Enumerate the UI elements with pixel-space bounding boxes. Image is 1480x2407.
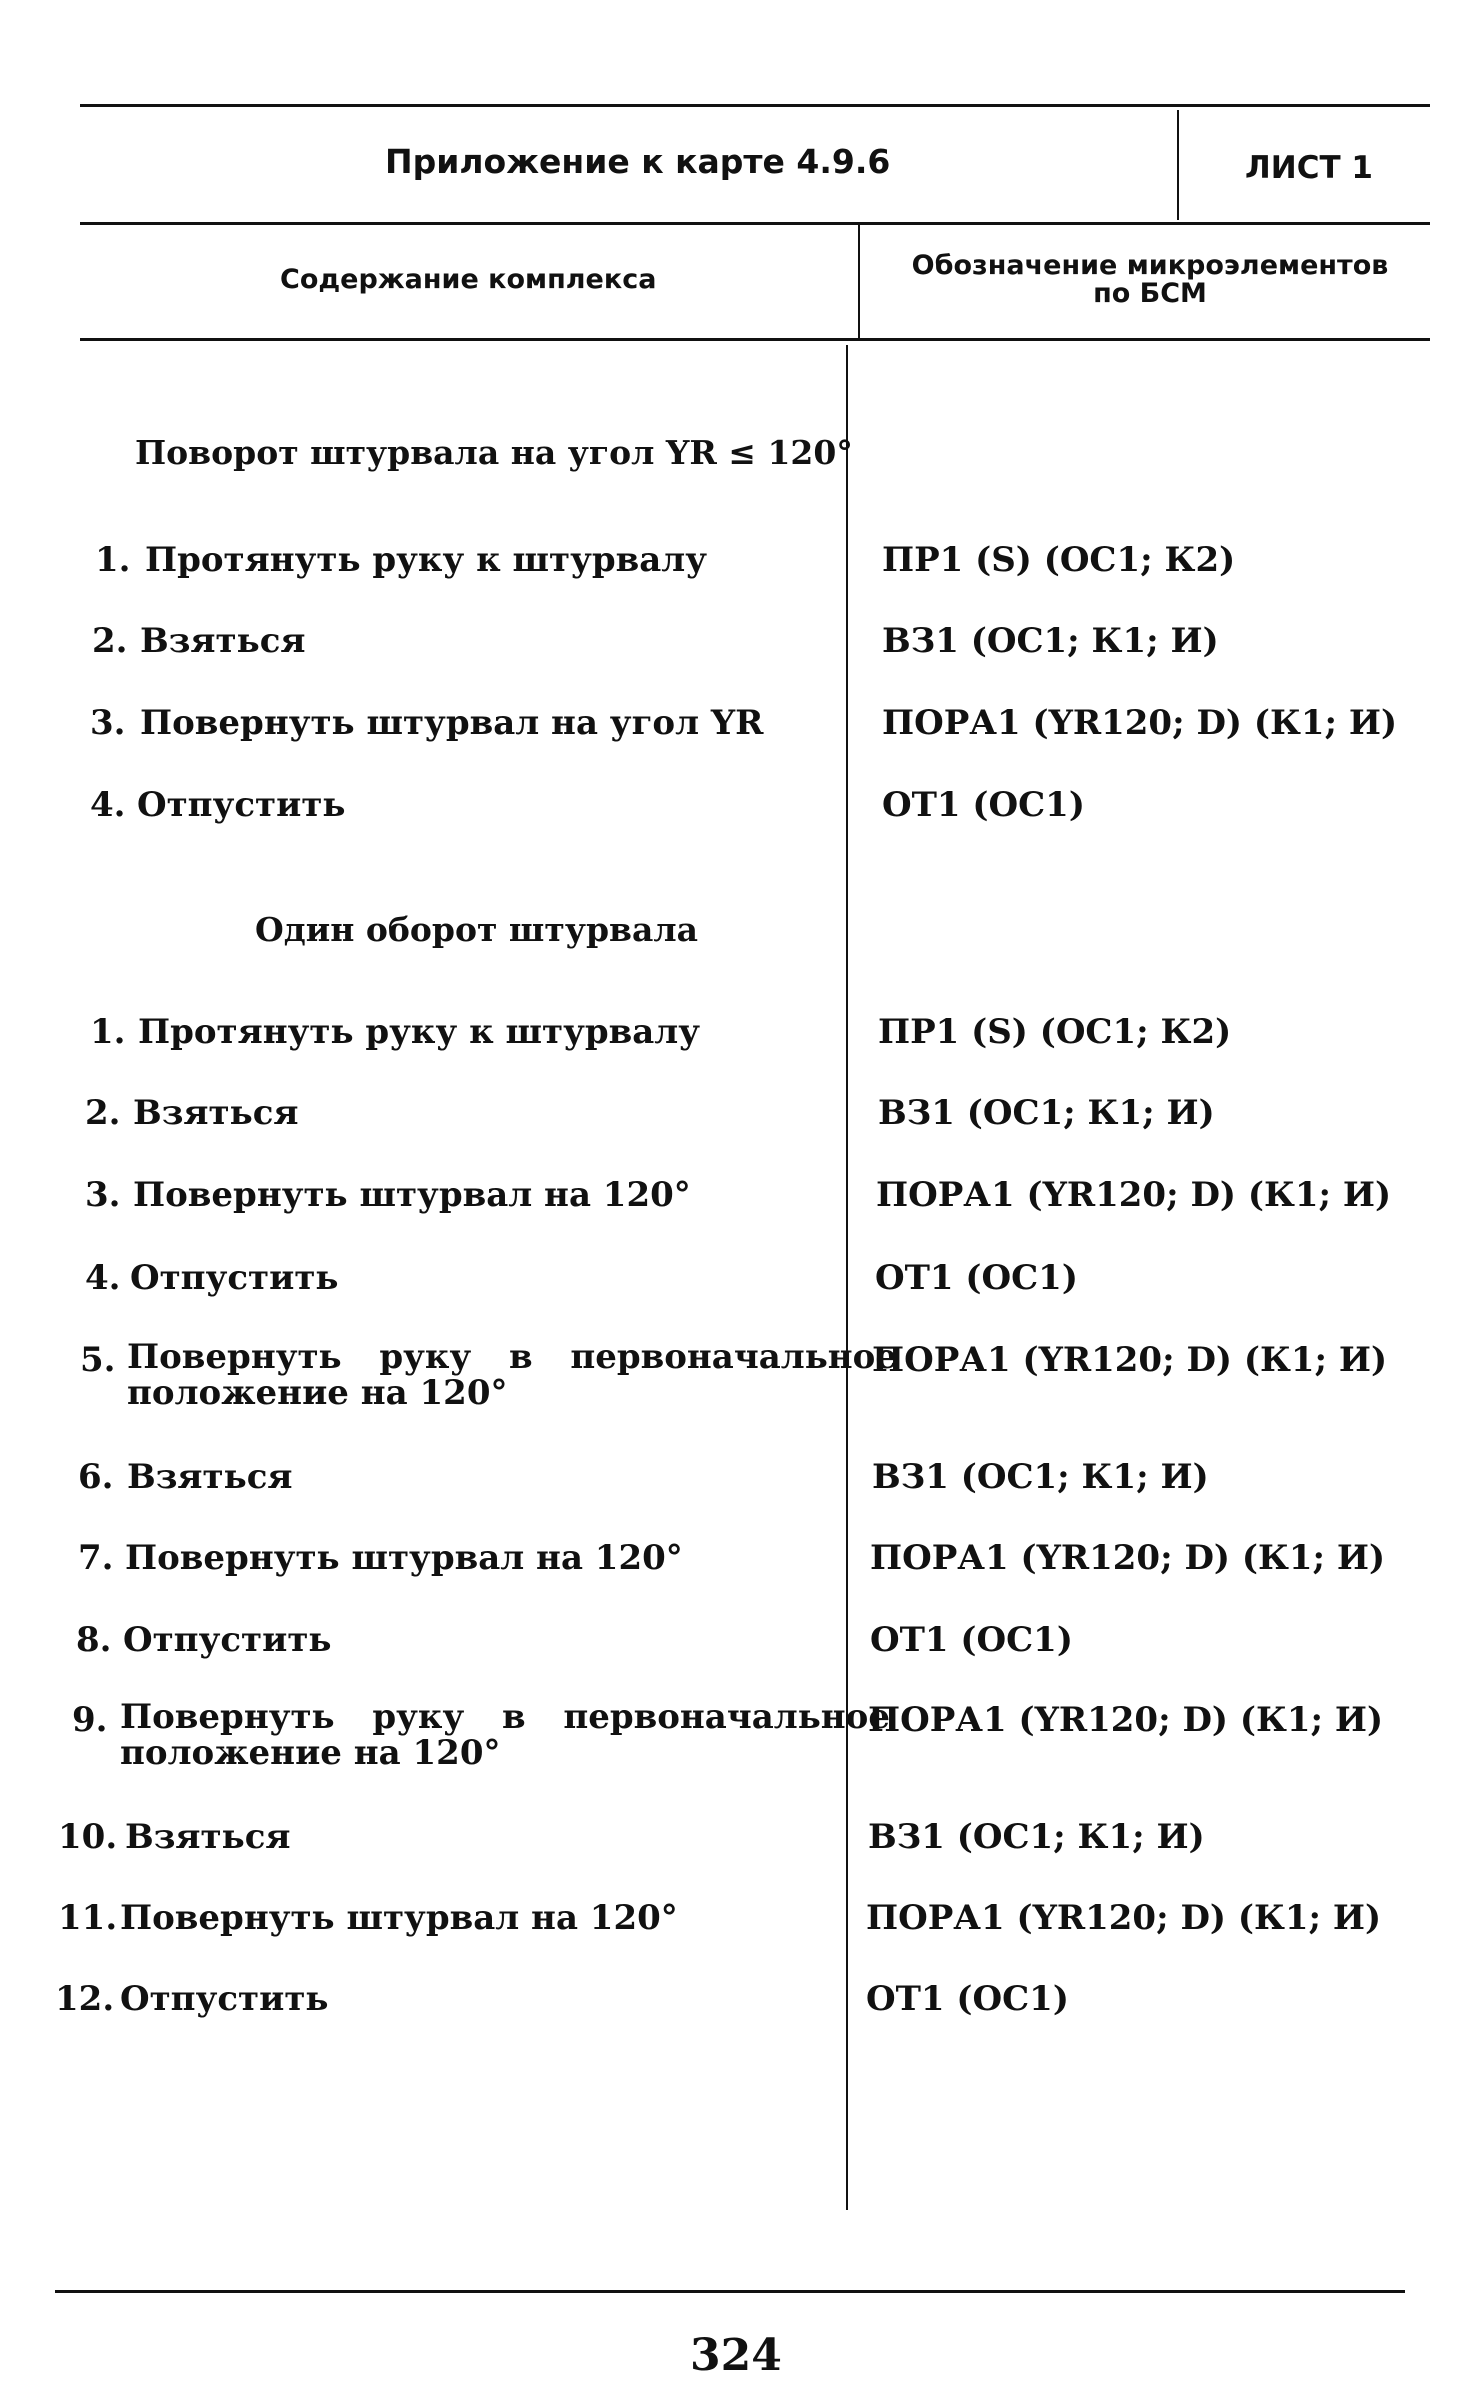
s2-step-num: 12. xyxy=(55,1979,115,2019)
section-title-rotation-angle: Поворот штурвала на угол YR ≤ 120° xyxy=(135,433,853,472)
s2-step-code: ПОРА1 (YR120; D) (К1; И) xyxy=(866,1898,1382,1938)
s2-step-code: ВЗ1 (ОС1; К1; И) xyxy=(868,1817,1205,1857)
s1-step-text: Протянуть руку к штурвалу xyxy=(145,540,707,580)
s2-step-num: 3. xyxy=(85,1175,121,1215)
column-header-codes-line2: по БСМ xyxy=(1093,278,1207,310)
column-header-rule xyxy=(80,338,1430,341)
s1-step-num: 3. xyxy=(90,703,126,743)
s2-step-code: ВЗ1 (ОС1; К1; И) xyxy=(872,1457,1209,1497)
appendix-title: Приложение к карте 4.9.6 xyxy=(385,142,891,181)
s1-step-code: ПОРА1 (YR120; D) (К1; И) xyxy=(882,703,1398,743)
s2-step-text: Взяться xyxy=(125,1817,291,1857)
s1-step-num: 1. xyxy=(95,540,131,580)
s1-step-text: Отпустить xyxy=(137,785,346,825)
s2-step-text: Отпустить xyxy=(123,1620,332,1660)
s2-step-text: Повернуть штурвал на 120° xyxy=(125,1538,683,1578)
s2-step-text: Повернуть руку в первоначальное положение на 120° xyxy=(127,1337,897,1413)
section-title-full-turn: Один оборот штурвала xyxy=(255,910,698,949)
sheet-label: ЛИСТ 1 xyxy=(1245,150,1373,186)
s2-step-code: ОТ1 (ОС1) xyxy=(875,1258,1078,1298)
s2-step-num: 10. xyxy=(58,1817,118,1857)
s2-step-code: ПР1 (S) (ОС1; К2) xyxy=(878,1012,1232,1052)
s2-step-num: 11. xyxy=(58,1898,118,1938)
s2-step-code: ПОРА1 (YR120; D) (К1; И) xyxy=(872,1340,1388,1380)
s2-step-num: 8. xyxy=(76,1620,112,1660)
s1-step-text: Повернуть штурвал на угол YR xyxy=(140,703,764,743)
s1-step-code: ОТ1 (ОС1) xyxy=(882,785,1085,825)
s2-step-code: ПОРА1 (YR120; D) (К1; И) xyxy=(876,1175,1392,1215)
header-divider-rule xyxy=(80,222,1430,225)
column-divider-head-rule xyxy=(858,222,860,338)
s1-step-text: Взяться xyxy=(140,621,306,661)
s2-step-code: ВЗ1 (ОС1; К1; И) xyxy=(878,1093,1215,1133)
s2-step-num: 9. xyxy=(72,1700,108,1740)
page-number: 324 xyxy=(690,2330,782,2381)
s2-step-num: 5. xyxy=(80,1340,116,1380)
s2-step-text: Повернуть штурвал на 120° xyxy=(120,1898,678,1938)
bottom-rule xyxy=(55,2290,1405,2293)
top-rule xyxy=(80,104,1430,107)
s2-step-text: Повернуть руку в первоначальное положение на 120° xyxy=(120,1697,890,1773)
column-header-codes-line1: Обозначение микроэлементов xyxy=(911,250,1389,281)
sheet-divider-rule xyxy=(1177,110,1179,220)
s1-step-code: ВЗ1 (ОС1; К1; И) xyxy=(882,621,1219,661)
s2-step-code: ОТ1 (ОС1) xyxy=(866,1979,1069,2019)
s2-step-text: Отпустить xyxy=(130,1258,339,1298)
column-divider-body-rule xyxy=(846,345,848,2210)
s1-step-num: 4. xyxy=(90,785,126,825)
s1-step-num: 2. xyxy=(92,621,128,661)
column-header-codes xyxy=(870,252,1430,309)
s2-step-text: Отпустить xyxy=(120,1979,329,2019)
s1-step-code: ПР1 (S) (ОС1; К2) xyxy=(882,540,1236,580)
s2-step-num: 7. xyxy=(78,1538,114,1578)
s2-step-num: 4. xyxy=(85,1258,121,1298)
s2-step-code: ПОРА1 (YR120; D) (К1; И) xyxy=(870,1538,1386,1578)
s2-step-num: 6. xyxy=(78,1457,114,1497)
s2-step-code: ПОРА1 (YR120; D) (К1; И) xyxy=(868,1700,1384,1740)
s2-step-text: Повернуть штурвал на 120° xyxy=(133,1175,691,1215)
column-header-content: Содержание комплекса xyxy=(280,264,657,295)
s2-step-num: 2. xyxy=(85,1093,121,1133)
s2-step-text: Протянуть руку к штурвалу xyxy=(138,1012,700,1052)
s2-step-text: Взяться xyxy=(133,1093,299,1133)
s2-step-code: ОТ1 (ОС1) xyxy=(870,1620,1073,1660)
s2-step-text: Взяться xyxy=(127,1457,293,1497)
s2-step-num: 1. xyxy=(90,1012,126,1052)
